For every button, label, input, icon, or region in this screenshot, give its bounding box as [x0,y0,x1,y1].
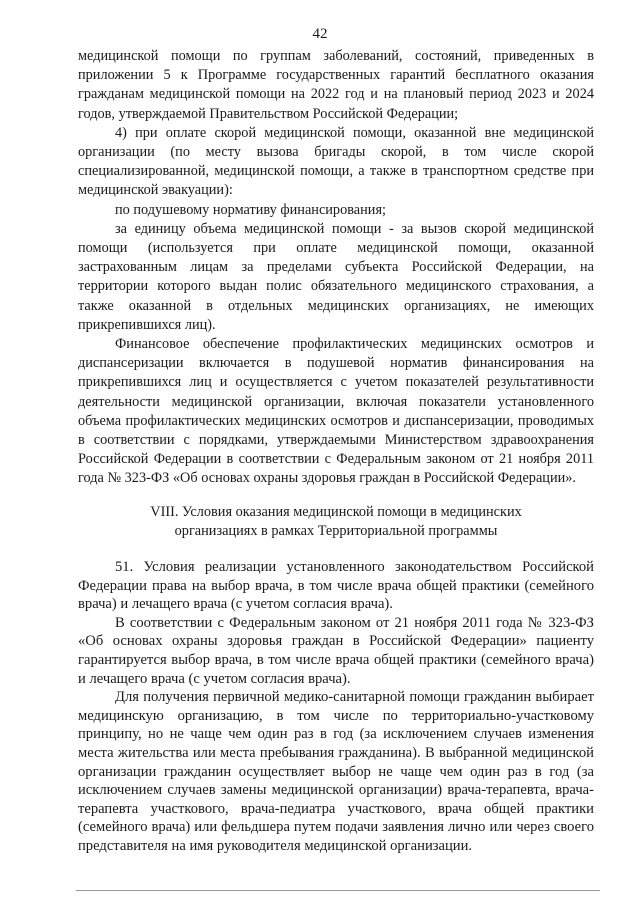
paragraph: медицинской помощи по группам заболеваний, состояний, приведенных в приложении 5 к Программе государственных гарантий бесплатного оказания гражданам медицинской помощи на 2022 год и на плановый период 2023 и 2024 годов, утверждаемой Правительством Российской Федерации; [78,48,594,122]
section-body [78,558,594,856]
paragraph: по подушевому нормативу финансирования; [115,201,386,218]
scan-edge-line [76,890,600,891]
section-heading-line: VIII. Условия оказания медицинской помощи в медицинских [150,503,522,520]
page-number: 42 [312,26,328,42]
paragraph: за единицу объема медицинской помощи - за вызов скорой медицинской помощи (используется при оплате медицинской помощи, оказанной застрахованным лицам за пределами субъекта Российской Федерации, на территории которого выдан полис обязательного медицинского страхования, а также оказанной в отдельных медицинских организациях, не имеющих прикрепившихся лиц). [78,220,594,333]
paragraph: 4) при оплате скорой медицинской помощи, оказанной вне медицинской организации (по месту вызова бригады скорой, в том числе скорой специализированной, медицинской помощи, а также в транспортном средстве при медицинской эвакуации): [78,124,594,199]
paragraph: Финансовое обеспечение профилактических медицинских осмотров и диспансеризации включается в подушевой норматив финансирования на прикрепившихся лиц и осуществляется с учетом показателей результативности деятельности медицинской организации, включая показатели установленного объема профилактических медицинских осмотров и диспансеризации, проводимых в соответствии с порядками, утверждаемыми Министерством здравоохранения Российской Федерации в соответствии с Федеральным законом от 21 ноября 2011 года № 323-ФЗ «Об основах охраны здоровья граждан в Российской Федерации». [78,336,594,487]
paragraph: 51. Условия реализации установленного законодательством Российской Федерации права на выбор врача, в том числе врача общей практики (семейного врача) и лечащего врача (с учетом согласия врача). [78,559,594,613]
paragraph: В соответствии с Федеральным законом от 21 ноября 2011 года № 323-ФЗ «Об основах охраны здоровья граждан в Российской Федерации» пациенту гарантируется выбор врача, в том числе врача общей практики (семейного врача) и лечащего врача (с учетом согласия врача). [78,614,594,687]
document-body [78,47,594,856]
section-heading [78,489,594,558]
section-heading-line: организациях в рамках Территориальной программы [174,522,498,539]
paragraph: Для получения первичной медико-санитарной помощи гражданин выбирает медицинскую организацию, в том числе по территориально-участковому принципу, но не чаще чем один раз в год (за исключением случаев изменения места жительства или места пребывания гражданина). В выбранной медицинской организации гражданин осуществляет выбор не чаще чем один раз в год (за исключением случаев замены медицинской организации) врача-терапевта, врача-терапевта участкового, врача-педиатра участкового, врача общей практики (семейного врача) или фельдшера путем подачи заявления лично или через своего представителя на имя руководителя медицинской организации. [78,689,594,854]
